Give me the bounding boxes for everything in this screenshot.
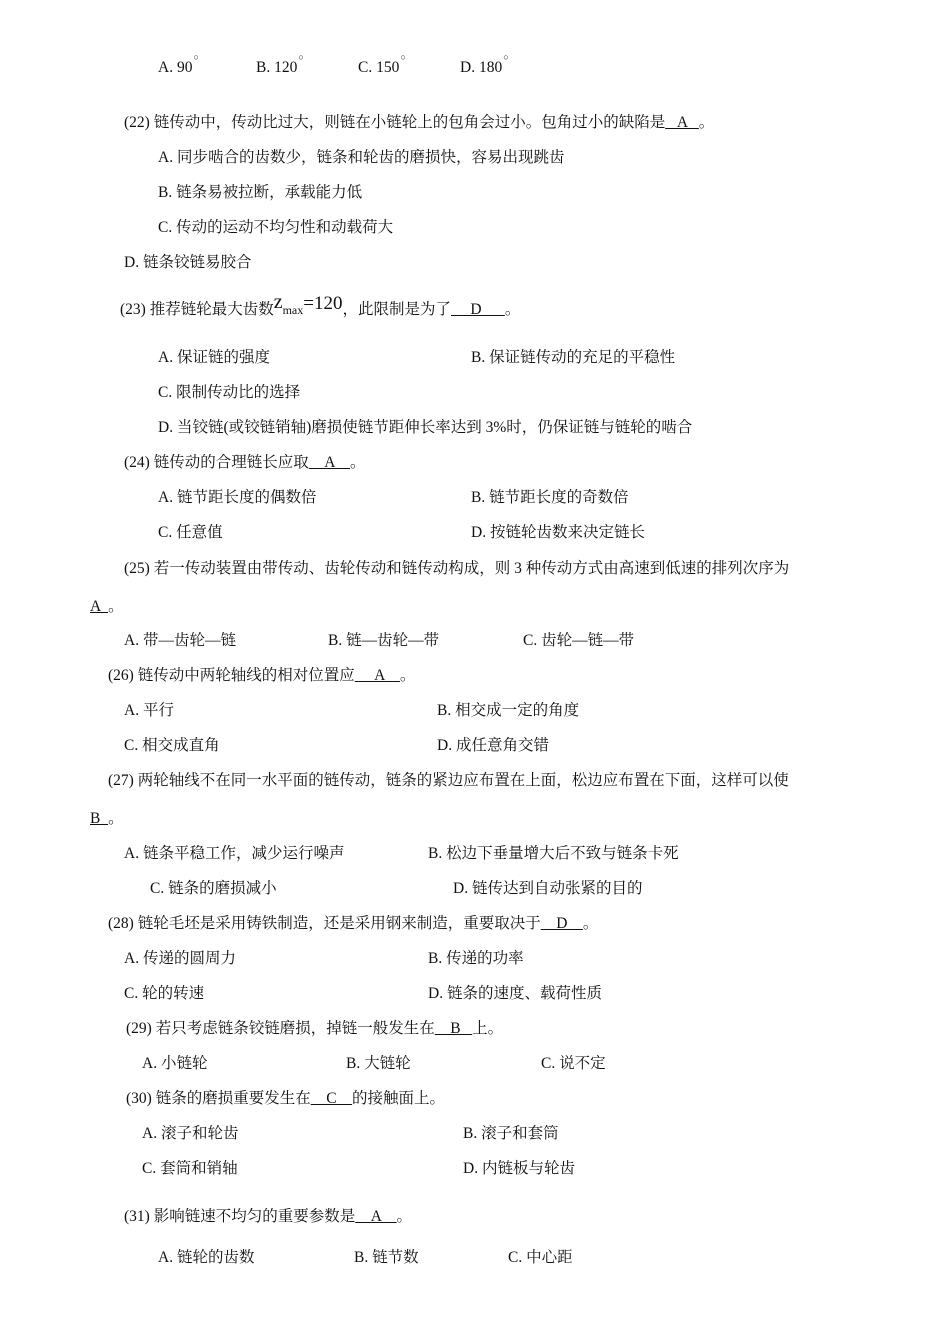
degree-symbol: ○	[503, 52, 509, 62]
answer-blank: C	[310, 1090, 353, 1107]
q24-stem: (24) 链传动的合理链长应取 A 。	[124, 454, 366, 471]
q28-option-a: A. 传递的圆周力	[124, 950, 236, 967]
q23-option-b: B. 保证链传动的充足的平稳性	[471, 349, 676, 366]
q22-option-a: A. 同步啮合的齿数少，链条和轮齿的磨损快，容易出现跳齿	[158, 149, 565, 166]
q31-option-b: B. 链节数	[354, 1249, 419, 1266]
q29-option-a: A. 小链轮	[142, 1055, 208, 1072]
q21-option-c: C. 150○	[358, 52, 406, 76]
q22-option-d: D. 链条铰链易胶合	[124, 254, 252, 271]
q22-stem: (22) 链传动中，传动比过大，则链在小链轮上的包角会过小。包角过小的缺陷是 A 。	[124, 114, 715, 131]
q28-option-d: D. 链条的速度、载荷性质	[428, 985, 602, 1002]
answer-blank: A	[308, 454, 351, 471]
degree-symbol: ○	[400, 52, 406, 62]
formula-value: =120	[303, 293, 343, 314]
degree-symbol: ○	[193, 52, 199, 62]
formula-z: z	[273, 291, 283, 313]
q25-option-b: B. 链—齿轮—带	[328, 632, 440, 649]
q29-option-c: C. 说不定	[541, 1055, 606, 1072]
q24-option-c: C. 任意值	[158, 524, 223, 541]
q23-stem: (23) 推荐链轮最大齿数zmax=120，此限制是为了 D 。	[120, 291, 521, 318]
q27-option-d: D. 链传达到自动张紧的目的	[453, 880, 643, 897]
q27-stem: (27) 两轮轴线不在同一水平面的链传动，链条的紧边应布置在上面，松边应布置在下面，这样可以使	[108, 772, 789, 789]
q28-option-b: B. 传递的功率	[428, 950, 524, 967]
q26-option-b: B. 相交成一定的角度	[437, 702, 580, 719]
q21-option-b: B. 120○	[256, 52, 304, 76]
answer-blank: A	[354, 667, 400, 684]
q24-option-a: A. 链节距长度的偶数倍	[158, 489, 317, 506]
q25-option-c: C. 齿轮—链—带	[523, 632, 635, 649]
q29-stem: (29) 若只考虑链条铰链磨损，掉链一般发生在 B 上。	[126, 1020, 504, 1037]
q31-option-a: A. 链轮的齿数	[158, 1249, 255, 1266]
q24-option-b: B. 链节距长度的奇数倍	[471, 489, 629, 506]
answer-blank: B	[434, 1020, 473, 1037]
q31-stem: (31) 影响链速不均匀的重要参数是 A 。	[124, 1208, 413, 1225]
answer-blank: A	[90, 598, 109, 615]
answer-blank: A	[665, 114, 699, 131]
q27-option-b: B. 松边下垂量增大后不致与链条卡死	[428, 845, 679, 862]
q30-stem: (30) 链条的磨损重要发生在 C 的接触面上。	[126, 1090, 446, 1107]
q30-option-b: B. 滚子和套筒	[463, 1125, 559, 1142]
answer-blank: D	[540, 915, 583, 932]
q23-option-a: A. 保证链的强度	[158, 349, 270, 366]
q30-option-a: A. 滚子和轮齿	[142, 1125, 239, 1142]
q28-stem: (28) 链轮毛坯是采用铸铁制造，还是采用钢来制造，重要取决于 D 。	[108, 915, 599, 932]
q30-option-d: D. 内链板与轮齿	[463, 1160, 575, 1177]
q29-option-b: B. 大链轮	[346, 1055, 411, 1072]
q30-option-c: C. 套筒和销轴	[142, 1160, 238, 1177]
q27-option-c: C. 链条的磨损减小	[150, 880, 277, 897]
q21-option-d: D. 180○	[460, 52, 509, 76]
q26-option-d: D. 成任意角交错	[437, 737, 549, 754]
q26-option-c: C. 相交成直角	[124, 737, 220, 754]
q26-stem: (26) 链传动中两轮轴线的相对位置应 A 。	[108, 667, 416, 684]
q22-option-b: B. 链条易被拉断，承载能力低	[158, 184, 363, 201]
q23-option-c: C. 限制传动比的选择	[158, 384, 301, 401]
q21-option-a: A. 90○	[158, 52, 199, 76]
q26-option-a: A. 平行	[124, 702, 174, 719]
answer-blank: A	[355, 1208, 397, 1225]
q23-option-d: D. 当铰链(或铰链销轴)磨损使链节距伸长率达到 3%时，仍保证链与链轮的啮合	[158, 419, 693, 436]
degree-symbol: ○	[298, 52, 304, 62]
q31-option-c: C. 中心距	[508, 1249, 573, 1266]
q25-stem: (25) 若一传动装置由带传动、齿轮传动和链传动构成，则 3 种传动方式由高速到低速的排列次序为	[124, 560, 790, 577]
q27-option-a: A. 链条平稳工作，减少运行噪声	[124, 845, 345, 862]
answer-blank: B	[90, 810, 109, 827]
q28-option-c: C. 轮的转速	[124, 985, 205, 1002]
answer-blank: D	[451, 301, 505, 318]
formula-subscript: max	[282, 303, 304, 317]
q24-option-d: D. 按链轮齿数来决定链长	[471, 524, 645, 541]
q27-answer-line: B 。	[90, 810, 124, 827]
q25-answer-line: A 。	[90, 598, 124, 615]
q22-option-c: C. 传动的运动不均匀性和动载荷大	[158, 219, 394, 236]
q25-option-a: A. 带—齿轮—链	[124, 632, 236, 649]
